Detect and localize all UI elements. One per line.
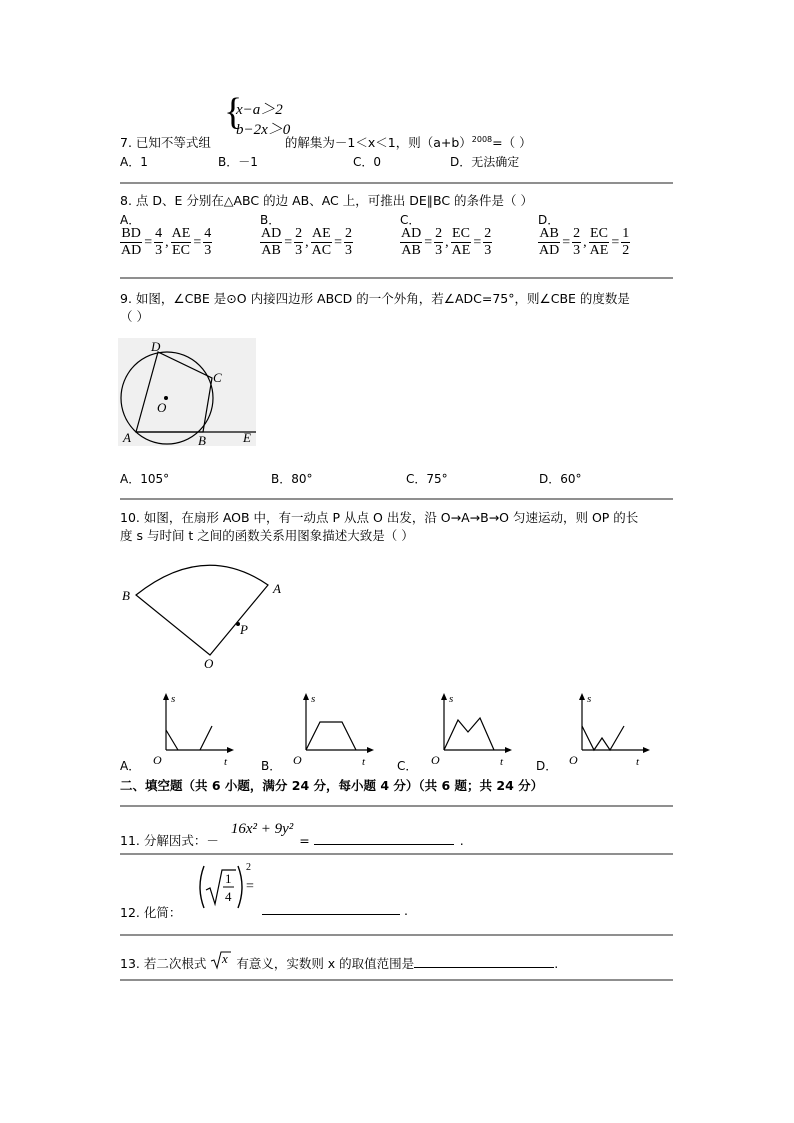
q7-option-b[interactable]: B．－1 <box>218 155 258 169</box>
label-t: t <box>224 756 228 768</box>
label-o: O <box>204 656 214 671</box>
axis-t-arrow <box>505 747 512 753</box>
equals: = <box>246 879 254 894</box>
graph-curve <box>166 730 178 750</box>
q10-stem-line1: 10. 如图，在扇形 AOB 中，有一动点 P 从点 O 出发，沿 O→A→B→O 匀速运动，则 OP 的长 <box>120 510 639 525</box>
comma: , <box>165 234 169 250</box>
equals-sign: = <box>562 234 571 250</box>
q7-stem <box>120 133 532 151</box>
fraction-3-num: EC <box>590 226 608 241</box>
q8-label-c[interactable]: C． <box>400 213 421 227</box>
equals-sign: = <box>424 234 433 250</box>
label-origin: O <box>293 753 302 767</box>
q12-answer-blank[interactable] <box>262 903 400 915</box>
fraction-4-num: 2 <box>484 226 492 241</box>
label-s: s <box>449 693 454 705</box>
q13-prefix: 13. 若二次根式 <box>120 956 207 971</box>
fraction-3-num: AE <box>171 226 191 241</box>
divider <box>120 805 673 807</box>
fraction-2 <box>294 226 303 259</box>
fraction-2 <box>572 226 581 259</box>
frac-num: 1 <box>225 871 232 886</box>
equals-sign: = <box>193 234 202 250</box>
fraction-2-num: 2 <box>435 226 443 241</box>
q7-mid: 的解集为－1＜x＜1，则（a+b） <box>284 135 472 150</box>
label-e: E <box>243 430 251 445</box>
fraction-2 <box>434 226 443 259</box>
fraction-3 <box>451 226 472 259</box>
fraction-2-den: 3 <box>155 243 163 258</box>
q7-prefix: 7. 已知不等式组 <box>120 135 211 150</box>
q8-label-b[interactable]: B． <box>260 213 281 227</box>
fraction-3-num: AE <box>312 226 331 241</box>
q9-option-a[interactable]: A．105° <box>120 472 170 486</box>
brace: { <box>224 91 243 133</box>
section-title: 二、填空题（共 6 小题，满分 24 分，每小题 4 分）（共 6 题；共 24 分） <box>120 778 544 793</box>
fraction-2-num: 4 <box>155 226 163 241</box>
fraction-4 <box>483 226 492 259</box>
q7-system-line1: x−a＞2 <box>236 102 283 118</box>
q12-end: . <box>403 903 408 918</box>
q11-suffix: = <box>299 833 310 848</box>
fraction-2-den: 3 <box>573 243 581 258</box>
fraction-3-den: EC <box>172 243 190 258</box>
q10-stem-line2: 度 s 与时间 t 之间的函数关系用图象描述大致是（ ） <box>120 528 414 543</box>
fraction-1-den: AB <box>401 243 421 258</box>
label-a: A <box>273 581 281 596</box>
axis-s-arrow <box>441 693 447 700</box>
label-s: s <box>311 693 316 705</box>
fraction-2-den: 3 <box>295 243 303 258</box>
q10-graph-b[interactable] <box>290 690 380 768</box>
label-p: P <box>240 622 248 637</box>
fraction-1-den: AB <box>261 243 281 258</box>
divider <box>120 979 673 981</box>
axis-t-arrow <box>367 747 374 753</box>
fraction-1-num: AD <box>401 226 422 241</box>
axis-t-arrow <box>227 747 234 753</box>
q9-figure <box>118 338 260 450</box>
frac-den: 4 <box>225 889 232 904</box>
label-b: B <box>198 433 206 448</box>
q11-prefix: 11. 分解因式：－ <box>120 833 219 848</box>
label-s: s <box>587 693 592 705</box>
label-o: O <box>157 400 167 415</box>
divider <box>120 853 673 855</box>
q8-formula-c[interactable] <box>400 226 492 259</box>
fraction-3 <box>589 226 610 259</box>
q8-label-a[interactable]: A． <box>120 213 141 227</box>
divider <box>120 498 673 500</box>
q8-formula-b[interactable] <box>260 226 353 259</box>
fraction-3-den: AE <box>589 243 609 258</box>
fraction-1-den: AD <box>539 243 560 258</box>
equals-sign: = <box>144 234 153 250</box>
q9-options <box>120 470 673 486</box>
axis-s-arrow <box>579 693 585 700</box>
fraction-4-num: 4 <box>204 226 212 241</box>
right-paren <box>238 866 242 908</box>
q12-label: 12. 化简： <box>120 905 182 920</box>
fraction-1-num: AB <box>539 226 559 241</box>
q10-label-c[interactable]: C． <box>397 759 418 773</box>
q12-answer <box>262 903 408 918</box>
q8-label-d[interactable]: D． <box>538 213 560 227</box>
fraction-2 <box>154 226 163 259</box>
graph-curve <box>582 726 624 750</box>
fraction-3-den: AE <box>451 243 471 258</box>
q7-option-d[interactable]: D．无法确定 <box>450 155 520 169</box>
fraction-1 <box>260 226 282 259</box>
q10-sector-figure <box>118 555 298 675</box>
fraction-4-num: 1 <box>622 226 630 241</box>
label-b: B <box>122 588 130 603</box>
fraction-4-num: 2 <box>345 226 352 241</box>
figure-background <box>118 338 256 446</box>
label-d: D <box>151 339 161 354</box>
graph-curve-2 <box>200 726 212 750</box>
fraction-1-num: AD <box>261 226 282 241</box>
label-origin: O <box>569 753 578 767</box>
fraction-1-den: AD <box>121 243 142 258</box>
label-t: t <box>362 756 366 768</box>
fraction-1 <box>400 226 422 259</box>
q9-option-b[interactable]: B．80° <box>271 472 313 486</box>
fraction-3-num: EC <box>452 226 470 241</box>
q12-expression <box>196 860 266 914</box>
q7-system-line2: b−2x＞0 <box>236 122 291 138</box>
q10-label-a[interactable]: A． <box>120 759 141 773</box>
fraction-2-num: 2 <box>295 226 303 241</box>
divider <box>120 182 673 184</box>
q13-end: . <box>554 956 559 971</box>
sector-aob <box>136 565 268 655</box>
axis-s-arrow <box>163 693 169 700</box>
comma: , <box>583 234 587 250</box>
q7-option-a[interactable]: A．1 <box>120 155 148 169</box>
q13-answer-blank[interactable] <box>414 956 554 968</box>
fraction-2-den: 3 <box>435 243 443 258</box>
fraction-1 <box>538 226 560 259</box>
q7-options <box>120 153 673 169</box>
q11 <box>120 821 464 856</box>
graph-curve <box>306 722 356 750</box>
q7-option-c[interactable]: C．0 <box>353 155 382 169</box>
fraction-2-num: 2 <box>573 226 581 241</box>
q9-option-c[interactable]: C．75° <box>406 472 448 486</box>
label-t: t <box>636 756 640 768</box>
fraction-3 <box>311 226 332 259</box>
q11-end: . <box>459 833 464 848</box>
q9-stem-line1: 9. 如图，∠CBE 是⊙O 内接四边形 ABCD 的一个外角，若∠ADC=75°，则∠CBE 的度数是 <box>120 291 630 306</box>
fraction-4-den: 3 <box>204 243 212 258</box>
comma: , <box>445 234 449 250</box>
fraction-4-den: 3 <box>345 243 352 258</box>
label-origin: O <box>431 753 440 767</box>
fraction-3 <box>171 226 192 259</box>
label-c: C <box>213 370 222 385</box>
q9-stem-line2: （ ） <box>120 309 149 324</box>
q7-suffix: =（ ） <box>492 135 532 150</box>
label-origin: O <box>153 753 162 767</box>
axis-t-arrow <box>643 747 650 753</box>
label-s: s <box>171 693 176 705</box>
q8-stem: 8. 点 D、E 分别在△ABC 的边 AB、AC 上，可推出 DE∥BC 的条件是（ ） <box>120 193 534 208</box>
equals-sign: = <box>284 234 293 250</box>
axis-s-arrow <box>303 693 309 700</box>
power: 2 <box>246 862 251 873</box>
sqrt-sign <box>211 952 231 968</box>
comma: , <box>305 234 309 250</box>
q10-graph-a[interactable] <box>150 690 240 768</box>
equals-sign: = <box>473 234 482 250</box>
q8-option-labels <box>120 211 673 227</box>
q10-graph-c[interactable] <box>428 690 518 768</box>
equals-sign: = <box>611 234 620 250</box>
fraction-1 <box>120 226 142 259</box>
sqrt-x <box>210 950 232 970</box>
q11-expr: 16x² + 9y² <box>230 821 294 837</box>
q10-label-d[interactable]: D． <box>536 759 558 773</box>
fraction-4-den: 2 <box>622 243 630 258</box>
q13 <box>120 950 558 972</box>
divider <box>120 934 673 936</box>
fraction-1-num: BD <box>121 226 141 241</box>
fraction-4 <box>344 226 353 259</box>
fraction-4-den: 3 <box>484 243 492 258</box>
q7-exponent: 2008 <box>471 134 493 144</box>
q8-formula-d[interactable] <box>538 226 630 259</box>
q13-mid: 有意义，实数则 x 的取值范围是 <box>236 956 415 971</box>
q10-label-b[interactable]: B． <box>261 759 282 773</box>
q8-formula-a[interactable] <box>120 226 212 259</box>
left-paren <box>200 866 204 908</box>
label-a: A <box>123 430 131 445</box>
fraction-3-den: AC <box>311 243 332 258</box>
fraction-4 <box>621 226 630 259</box>
q10-graph-d[interactable] <box>566 690 656 768</box>
label-t: t <box>500 756 504 768</box>
graph-curve <box>444 718 494 750</box>
q11-answer-blank[interactable] <box>314 830 454 845</box>
fraction-4 <box>203 226 212 259</box>
equals-sign: = <box>334 234 342 250</box>
q9-option-d[interactable]: D．60° <box>539 472 582 486</box>
divider <box>120 277 673 279</box>
radicand: x <box>222 951 229 966</box>
